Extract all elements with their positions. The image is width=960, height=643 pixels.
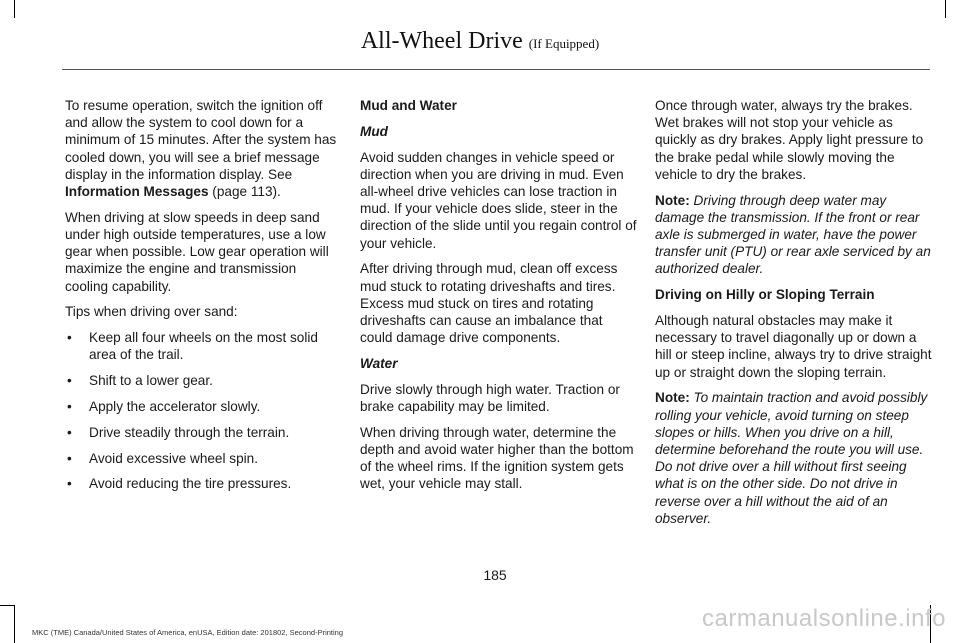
bullet-icon: •	[67, 399, 72, 415]
bullet-icon: •	[67, 424, 72, 440]
bullet-icon: •	[67, 476, 72, 492]
note-label: Note:	[655, 192, 690, 208]
crop-mark	[0, 605, 14, 606]
list-item: • Avoid excessive wheel spin.	[67, 450, 259, 466]
paragraph-water-2: When driving through water, determine the depth and avoid water higher than the bottom of the wheel rims. If the ignition system gets wet, your vehicle may stall.	[360, 424, 634, 492]
page-header	[0, 28, 960, 55]
crop-mark	[945, 0, 946, 18]
paragraph-water-1: Drive slowly through high water. Traction or brake capability may be limited.	[360, 381, 620, 415]
list-item: • Apply the accelerator slowly.	[67, 399, 261, 415]
column-3	[655, 97, 933, 536]
cross-reference-link[interactable]: Information Messages	[65, 184, 209, 200]
paragraph-mud-1: Avoid sudden changes in vehicle speed or direction when you are driving in mud. Even all-wheel drive vehicles can lose traction in mud. If your vehicle does slide, steer in the direction of the slide until you regain control of your vehicle.	[360, 149, 637, 251]
watermark: carmanualsonline.info	[702, 605, 946, 632]
paragraph-brakes: Once through water, always try the brakes. Wet brakes will not stop your vehicle as quickly as dry brakes. Apply light pressure to the brake pedal while slowly moving the vehicle to dry the brakes.	[655, 98, 924, 182]
chapter-subtitle: (If Equipped)	[528, 36, 600, 51]
chapter-title: All-Wheel Drive	[360, 28, 523, 54]
column-1	[65, 97, 343, 501]
bullet-icon: •	[67, 450, 72, 466]
paragraph-sand: When driving at slow speeds in deep sand under high outside temperatures, use a low gear when possible. Low gear operation will maximize the engine and transmission cooling capability.	[65, 209, 329, 294]
list-item: • Shift to a lower gear.	[67, 373, 213, 389]
bullet-icon: •	[67, 373, 72, 389]
heading-water: Water	[360, 356, 398, 372]
list-item: • Keep all four wheels on the most solid area of the trail.	[67, 330, 318, 363]
heading-hilly-terrain: Driving on Hilly or Sloping Terrain	[655, 287, 875, 303]
list-item: • Drive steadily through the terrain.	[67, 424, 290, 440]
paragraph-resume: To resume operation, switch the ignition off and allow the system to cool down for a minimum of 15 minutes. After the system has cooled down, you will see a brief message display in the information display. See Information Messages (page 113).	[65, 98, 337, 200]
note-deep-water: Note: Driving through deep water may damage the transmission. If the front or rear axle is submerged in water, have the power transfer unit (PTU) or rear axle serviced by an authorized dealer.	[655, 192, 931, 277]
note-traction: Note: To maintain traction and avoid possibly rolling your vehicle, avoid turning on steep slopes or hills. When you drive on a hill, determine beforehand the route you will use. Do not drive over a hill without first seeing what is on the other side. Do not drive in reverse over a hill without the aid of an observer.	[655, 390, 928, 526]
bullet-icon: •	[67, 330, 72, 346]
list-item: • Avoid reducing the tire pressures.	[67, 476, 292, 492]
paragraph-mud-2: After driving through mud, clean off excess mud stuck to rotating driveshafts and tires. Excess mud stuck on tires and rotating driveshafts can cause an imbalance that could damage drive components.	[360, 261, 618, 346]
header-rule	[62, 69, 930, 70]
crop-mark	[14, 605, 15, 643]
heading-mud-and-water: Mud and Water	[360, 98, 457, 113]
footer-edition-info: MKC (TME) Canada/United States of America, enUSA, Edition date: 201802, Second-Printing	[32, 628, 343, 637]
paragraph-hilly: Although natural obstacles may make it necessary to travel diagonally up or down a hill or steep incline, always try to drive straight up or straight down the sloping terrain.	[655, 313, 932, 380]
paragraph-tips-intro: Tips when driving over sand:	[65, 304, 238, 320]
heading-mud: Mud	[360, 123, 388, 139]
note-label: Note:	[655, 390, 690, 406]
column-2	[360, 97, 638, 501]
page-number: 185	[483, 567, 507, 583]
tips-list	[65, 329, 343, 492]
crop-mark	[14, 0, 15, 18]
